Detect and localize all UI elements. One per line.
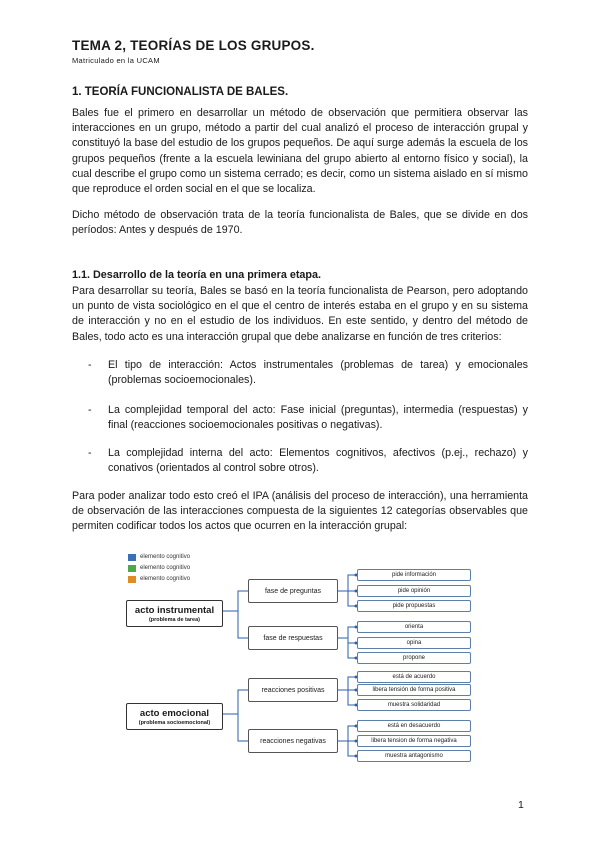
root-node-emocional [126, 703, 223, 730]
category-node: está en desacuerdo [357, 720, 471, 732]
connector-line [338, 627, 356, 638]
subsection-heading: 1.1. Desarrollo de la teoría en una primera etapa. [72, 269, 322, 281]
document-title: TEMA 2, TEORÍAS DE LOS GRUPOS. [72, 38, 315, 53]
category-node: opina [357, 637, 471, 649]
legend-label: elemento cognitivo [140, 565, 191, 571]
section-heading: 1. TEORÍA FUNCIONALISTA DE BALES. [72, 86, 289, 98]
phase-node: reacciones positivas [248, 678, 338, 702]
legend-label: elemento cognitivo [140, 576, 191, 582]
connector-line [348, 690, 356, 705]
connector-line [223, 591, 248, 611]
connector-line [348, 591, 356, 606]
list-item-text: El tipo de interacción: Actos instrumentales (problemas de tarea) y emocionales (problemas socioemocionales). [108, 359, 528, 387]
category-node: propone [357, 652, 471, 664]
category-node: libera tension de forma negativa [357, 735, 471, 747]
category-node: muestra antagonismo [357, 750, 471, 762]
document-subtitle: Matriculado en la UCAM [72, 56, 160, 65]
connector-line [348, 741, 356, 756]
legend-swatch-green [128, 565, 136, 572]
category-node: muestra solidaridad [357, 699, 471, 711]
bullet-dash: - [88, 404, 92, 416]
legend-label: elemento cognitivo [140, 554, 191, 560]
phase-node: fase de respuestas [248, 626, 338, 650]
category-node: pide información [357, 569, 471, 581]
category-node: pide propuestas [357, 600, 471, 612]
category-node: está de acuerdo [357, 671, 471, 683]
root-node-sublabel: (problema de tarea) [148, 616, 201, 623]
connector-line [238, 714, 248, 741]
legend-swatch-orange [128, 576, 136, 583]
legend-swatch-blue [128, 554, 136, 561]
bullet-dash: - [88, 359, 92, 371]
page-number: 1 [518, 799, 524, 811]
connector-line [338, 677, 356, 690]
connector-line [238, 611, 248, 638]
category-node: orienta [357, 621, 471, 633]
root-node-instrumental [126, 600, 223, 627]
connector-line [223, 690, 248, 714]
phase-node: reacciones negativas [248, 729, 338, 753]
connector-line [348, 638, 356, 658]
connector-line [338, 575, 356, 591]
root-node-label: acto emocional [139, 707, 210, 719]
category-node: pide opinión [357, 585, 471, 597]
paragraph: Para desarrollar su teoría, Bales se basó en la teoría funcionalista de Pearson, pero adoptando un punto de vista sociológico en el que el centro de interés estaba en el grupo y en su sistema de interacción y no en el estudio de los individuos. En este sentido, y dentro del método de Bales, todo acto es una interacción grupal que debe analizarse en función de tres criterios: [72, 285, 528, 343]
paragraph: Dicho método de observación trata de la teoría funcionalista de Bales, que se divide en dos períodos: Antes y después de 1970. [72, 209, 528, 237]
root-node-sublabel: (problema socioemocional) [138, 719, 211, 726]
connector-line [338, 726, 356, 741]
phase-node: fase de preguntas [248, 579, 338, 603]
paragraph: Para poder analizar todo esto creó el IPA (análisis del proceso de interacción), una herramienta de observación de las interacciones compuesta de la siguientes 12 categorías observables que permiten codificar todos los actos que ocurren en la interacción grupal: [72, 490, 528, 533]
category-node: libera tensión de forma positiva [357, 684, 471, 696]
paragraph: Bales fue el primero en desarrollar un método de observación que permitiera observar las interacciones en un grupo, método a partir del cual analizó el proceso de interacción grupal y constituyó la base del estudio de los grupos pequeños. De aquí surge además la escuela de los grupos pequeños (frente a la escuela lewiniana del grupo abierto al entorno físico y social), la cual describe el grupo como un sistema cerrado; es decir, como un sistema aislado en sí mismo que reproduce el orden social en el que se localiza. [72, 107, 528, 196]
bullet-dash: - [88, 447, 92, 459]
list-item-text: La complejidad interna del acto: Elementos cognitivos, afectivos (p.ej., rechazo) y conativos (orientados al control sobre otros). [108, 447, 528, 475]
root-node-label: acto instrumental [134, 604, 215, 616]
list-item-text: La complejidad temporal del acto: Fase inicial (preguntas), intermedia (respuestas) y final (reacciones socioemocionales positivas o negativas). [108, 404, 528, 432]
